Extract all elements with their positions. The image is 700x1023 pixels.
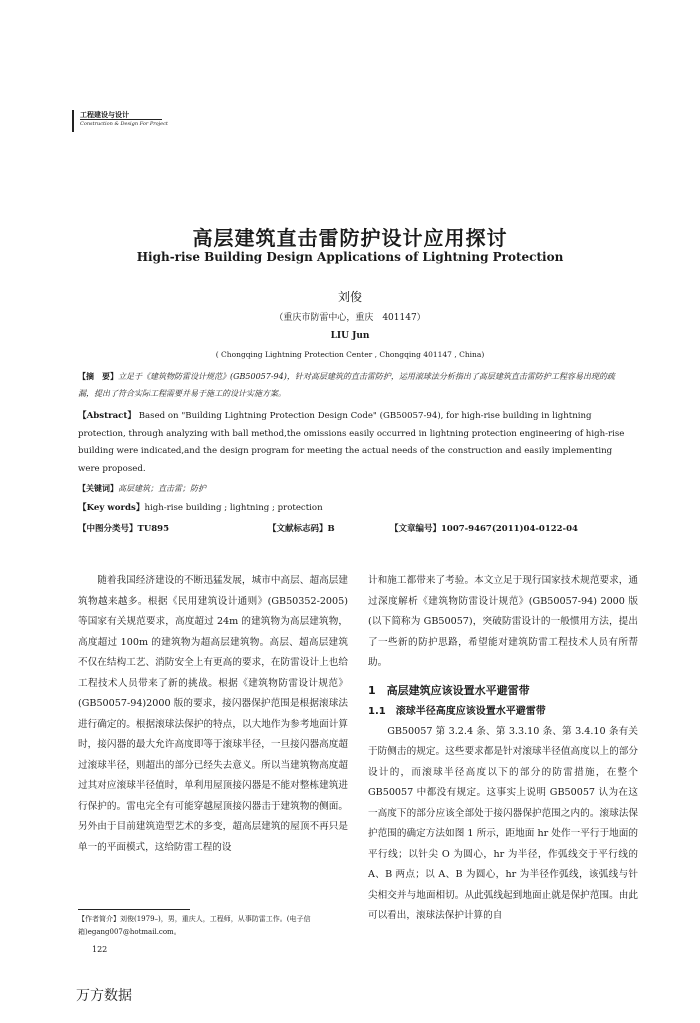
paper-title-en: High-rise Building Design Applications of Lightning Protection [136, 250, 564, 264]
watermark-text: 万方数据 [76, 988, 132, 1004]
abstract-en-text: Based on "Building Lightning Protection Design Code" (GB50057-94), for high-rise building in lightning protection, through analyzing with ball method,the omissions easily occurred in lightning protection engineering of high-rise building were indicated,and the design program for meeting the actual needs of the construction and easily implementing were proposed. [78, 411, 625, 474]
affiliation-en: ( Chongqing Lightning Protection Center , Chongqing 401147 , China) [215, 350, 485, 359]
abstract-cn-label: 【摘 要】 [78, 371, 118, 381]
article-number: 【文章编号】1007-9467(2011)04-0122-04 [390, 524, 578, 534]
body-paragraph: 计和施工都带来了考验。本文立足于现行国家技术规范要求，通过深度解析《建筑物防雷设计规范》(GB50057-94) 2000 版(以下简称为 GB50057)，突破防雷设计的一般惯用方法，提出了一些新的防护思路，希望能对建筑防雷工程技术人员有所帮助。 [368, 575, 638, 668]
body-paragraph: GB50057 第 3.2.4 条、第 3.3.10 条、第 3.4.10 条有关于防侧击的规定。这些要求都是针对滚球半径值高度以上的部分设计的，而滚球半径高度以下的部分的防雷措施，在整个 GB50057 中都没有规定。这事实上说明 GB50057 认为在这一高度下的部分应该全部处于接闪器保护范围之内的。滚球法保护范围的确定方法如图 1 所示，距地面 hr 处作一平行于地面的平行线；以针尖 O 为圆心，hr 为半径，作弧线交于平行线的 A、B 两点；以 A、B 为圆心，hr 为半径作弧线，该弧线与针尖相交并与地面相切。从此弧线起到地面止就是保护范围。由此可以看出，滚球法保护计算的自 [368, 725, 638, 921]
keywords-cn [78, 480, 626, 497]
header-rule [80, 119, 162, 120]
body-paragraph: 随着我国经济建设的不断迅猛发展，城市中高层、超高层建筑物越来越多。根据《民用建筑设计通则》(GB50352-2005)等国家有关规范要求，高度超过 24m 的建筑物为高层建筑物，高度超过 100m 的建筑物为超高层建筑物。高层、超高层建筑不仅在结构工艺、消防安全上有更高的要求，在防雷设计上也给工程技术人员带来了新的挑战。根据《建筑物防雷设计规范》(GB50057-94)2000 版的要求，接闪器保护范围是根据滚球法进行确定的。根据滚球法保护的特点，以大地作为参考地面计算时，接闪器的最大允许高度即等于滚球半径，一旦接闪器高度超过滚球半径，则超出的部分已经失去意义。所以当建筑物高度超过其对应滚球半径值时，单利用屋顶接闪器是不能对整栋建筑进行保护的。雷电完全有可能穿越屋顶接闪器击于建筑物的侧面。另外由于目前建筑造型艺术的多变，超高层建筑的屋顶不再只是单一的平面模式，这给防雷工程的设 [78, 575, 348, 853]
keywords-en-text: high-rise building ; lightning ; protection [144, 503, 323, 513]
header-bar [72, 110, 74, 132]
keywords-en-label: 【Key words】 [78, 503, 145, 513]
abstract-cn [78, 368, 626, 402]
footnote-rule [78, 909, 190, 910]
keywords-cn-label: 【关键词】 [78, 483, 118, 493]
keywords-cn-text: 高层建筑；直击雷；防护 [118, 484, 206, 493]
keywords-en [78, 500, 626, 517]
page-number: 122 [92, 945, 108, 954]
author-name-en: LIU Jun [330, 331, 370, 341]
author-name-cn: 刘俊 [337, 290, 362, 304]
section-heading: 1 高层建筑应该设置水平避雷带 [368, 683, 530, 697]
abstract-cn-text: 立足于《建筑物防雷设计规范》(GB50057-94)，针对高层建筑的直击雷防护，运用滚球法分析指出了高层建筑直击雷防护工程容易出现的疏漏，提出了符合实际工程需要并易于施工的设计实施方案。 [78, 372, 615, 398]
classification-number: 【中图分类号】TU895 [78, 524, 169, 534]
affiliation-cn: （重庆市防雷中心，重庆 401147） [274, 313, 426, 323]
paper-title-cn: 高层建筑直击雷防护设计应用探讨 [192, 226, 508, 250]
document-code: 【文献标志码】B [268, 524, 335, 534]
abstract-en [78, 408, 626, 478]
journal-name-en: Construction & Design For Project [80, 121, 168, 127]
body-column-right [368, 571, 638, 927]
author-footnote: 【作者简介】刘俊(1979–)，男，重庆人，工程师，从事防雷工作。(电子信箱)egang007@hotmail.com。 [78, 915, 311, 936]
journal-name-cn: 工程建设与设计 [80, 111, 129, 119]
abstract-en-label: 【Abstract】 [78, 411, 136, 421]
subsection-heading: 1.1 滚球半径高度应该设置水平避雷带 [368, 705, 546, 717]
body-column-left [78, 571, 348, 858]
